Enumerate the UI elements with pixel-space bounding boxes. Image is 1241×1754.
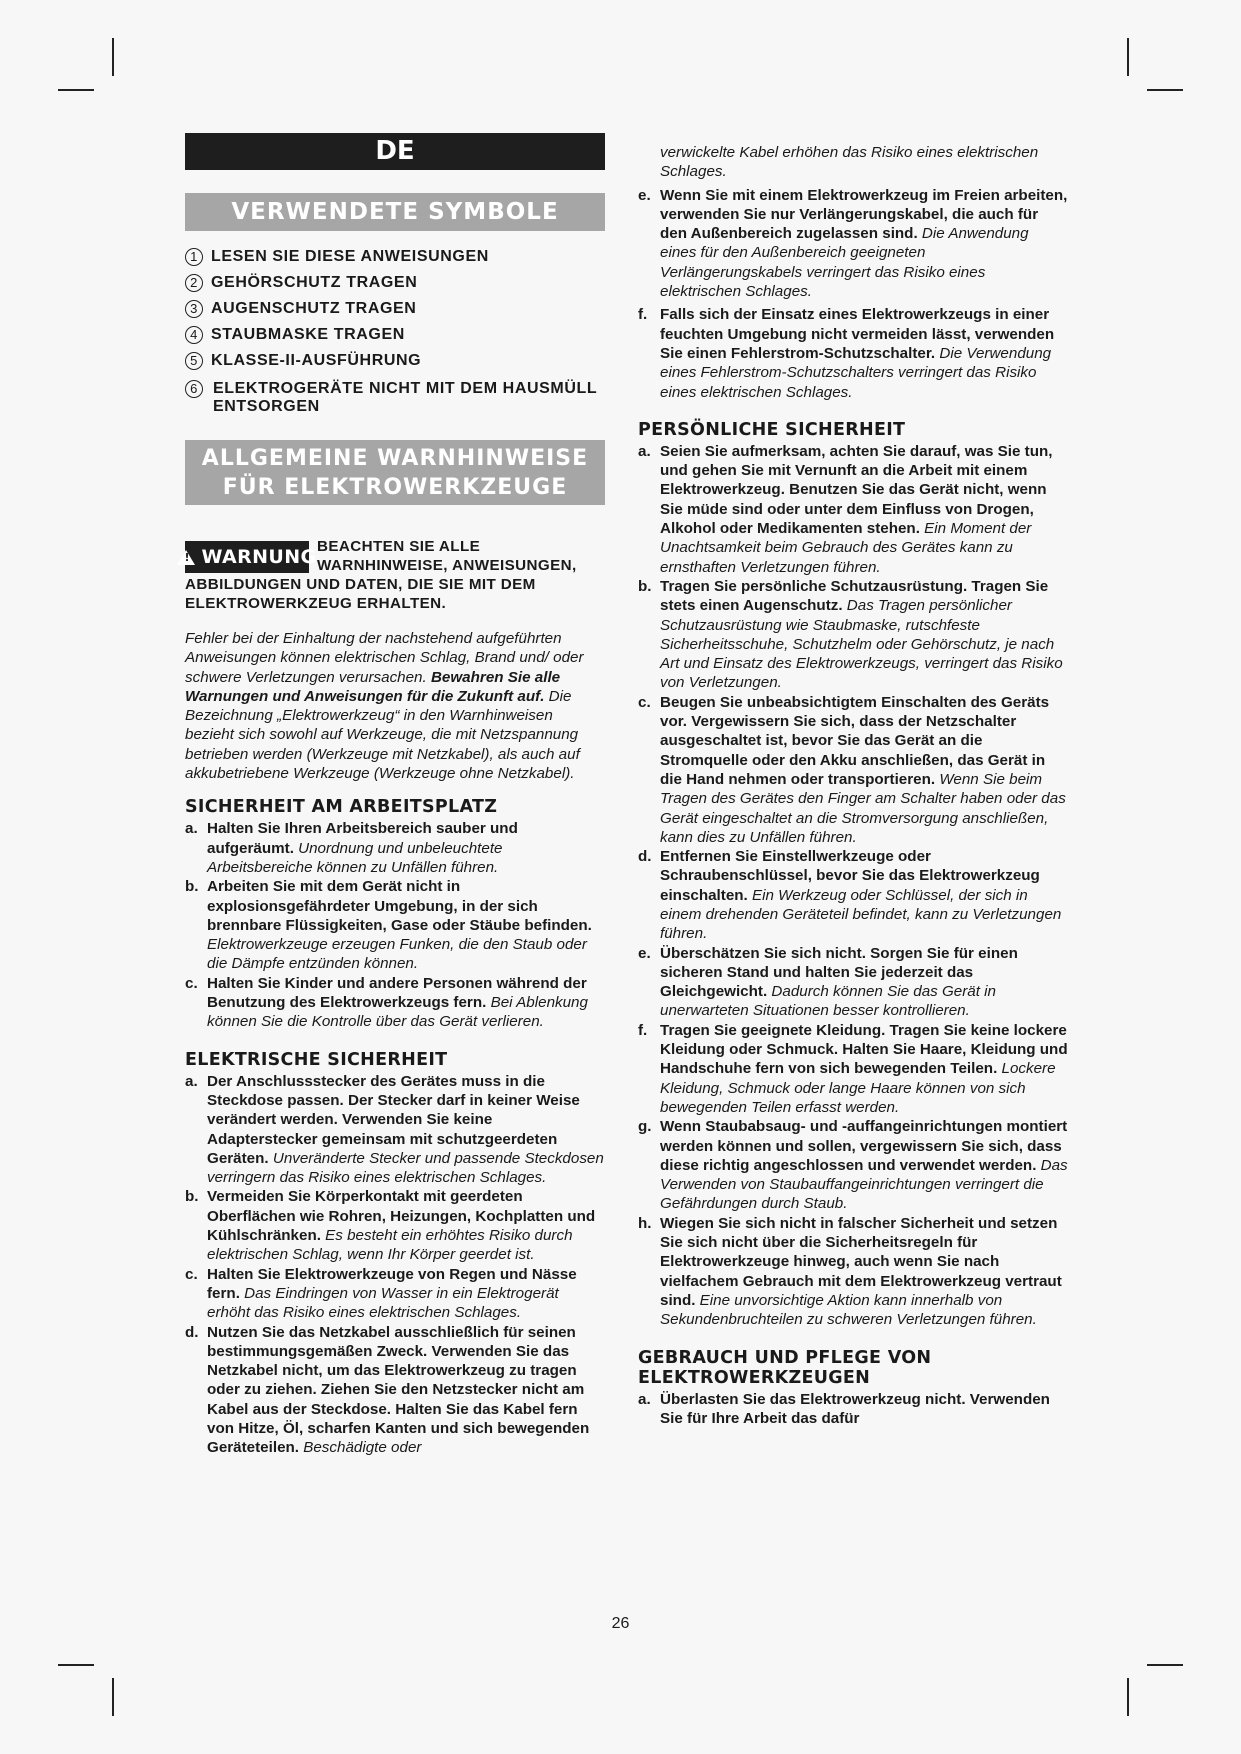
crop-mark <box>1127 1678 1129 1716</box>
language-tag: DE <box>185 133 605 170</box>
list-item: b. Vermeiden Sie Körperkontakt mit geerdeten Oberflächen wie Rohren, Heizungen, Kochplatten und Kühlschränken. Es besteht ein erhöhtes Risiko durch elektrischen Schlag, wenn Ihr Körper geerdet ist. <box>185 1188 596 1264</box>
section-title: PERSÖNLICHE SICHERHEIT <box>638 419 906 440</box>
symbols-list <box>185 248 605 416</box>
circled-number: 1 <box>185 248 203 266</box>
intro-paragraph: Fehler bei der Einhaltung der nachstehend aufgeführten Anweisungen können elektrischen Schlag, Brand und/ oder schwere Verletzungen verursachen. Bewahren Sie alle Warnungen und Anweisungen für die Zukunft auf. Die Bezeichnung „Elektrowerkzeug“ in den Warnhinweisen bezieht sich sowohl auf Werkzeuge, die mit Netzspannung betrieben werden (Werkzeuge mit Netzkabel), als auch auf akkubetriebene Werkzeuge (Werkzeuge ohne Netzkabel). <box>185 630 584 783</box>
list-item: d. Nutzen Sie das Netzkabel ausschließlich für seinen bestimmungsgemäßen Zweck. Verwenden Sie das Netzkabel nicht, um das Elektrowerkzeug zu tragen oder zu ziehen. Ziehen Sie den Netzstecker nicht am Kabel aus der Steckdose. Halten Sie das Kabel fern von Hitze, Öl, scharfen Kanten und sich bewegenden Geräteteilen. Beschädigte oder <box>185 1323 590 1457</box>
warning-text: BEACHTEN SIE ALLE WARNHINWEISE, ANWEISUNGEN, ABBILDUNGEN UND DATEN, DIE SIE MIT DEM ELEKTROWERKZEUG ERHALTEN. <box>185 538 577 612</box>
circled-number: 5 <box>185 352 203 370</box>
list-item: b. Tragen Sie persönliche Schutzausrüstung. Tragen Sie stets einen Augenschutz. Das Tragen persönlicher Schutzausrüstung wie Staubmaske, rutschfeste Sicherheitsschuhe, Schutzhelm oder Gehörschutz, je nach Art und Einsatz des Elektrowerkzeugs, verringert das Risiko von Verletzungen. <box>638 577 1063 692</box>
right-column <box>638 143 1068 1428</box>
circled-number: 4 <box>185 326 203 344</box>
list-item: a. Seien Sie aufmerksam, achten Sie darauf, was Sie tun, und gehen Sie mit Vernunft an die Arbeit mit einem Elektrowerkzeug. Benutzen Sie das Gerät nicht, wenn Sie müde sind oder unter dem Einfluss von Drogen, Alkohol oder Medikamenten stehen. Ein Moment der Unachtsamkeit beim Gebrauch des Gerätes kann zu ernsthaften Verletzungen führen. <box>638 442 1053 576</box>
crop-mark <box>1127 38 1129 76</box>
symbol-item: 4 STAUBMASKE TRAGEN <box>185 326 605 344</box>
warning-triangle-icon: ! <box>177 550 195 565</box>
warning-block <box>185 537 605 613</box>
list-item: a. Der Anschlussstecker des Gerätes muss in die Steckdose passen. Der Stecker darf in keiner Weise verändert werden. Verwenden Sie keine Adapterstecker gemeinsam mit schutzgeerdeten Geräten. Unveränderte Stecker und passende Steckdosen verringern das Risiko eines elektrischen Schlages. <box>185 1072 604 1187</box>
symbols-header: VERWENDETE SYMBOLE <box>185 193 605 231</box>
crop-mark <box>1147 89 1183 91</box>
crop-mark <box>58 89 94 91</box>
warning-badge: ! WARNUNG <box>185 541 309 573</box>
crop-mark <box>112 1678 114 1716</box>
list-item: h. Wiegen Sie sich nicht in falscher Sicherheit und setzen Sie sich nicht über die Sicherheitsregeln für Elektrowerkzeuge hinweg, auch wenn Sie nach vielfachem Gebrauch mit dem Elektrowerkzeug vertraut sind. Eine unvorsichtige Aktion kann innerhalb von Sekundenbruchteilen zu schweren Verletzungen führen. <box>638 1214 1062 1329</box>
crop-mark <box>112 38 114 76</box>
symbol-item: 3 AUGENSCHUTZ TRAGEN <box>185 300 605 318</box>
list-item: f. Falls sich der Einsatz eines Elektrowerkzeugs in einer feuchten Umgebung nicht vermeiden lässt, verwenden Sie einen Fehlerstrom-Schutzschalter. Die Verwendung eines Fehlerstrom-Schutzschalters verringert das Risiko eines elektrischen Schlages. <box>638 306 1055 401</box>
list-item: a. Halten Sie Ihren Arbeitsbereich sauber und aufgeräumt. Unordnung und unbeleuchtete Arbeitsbereiche können zu Unfällen führen. <box>185 820 518 876</box>
section-title: SICHERHEIT AM ARBEITSPLATZ <box>185 797 498 818</box>
symbol-item: 5 KLASSE-II-AUSFÜHRUNG <box>185 352 605 370</box>
symbol-item: 6 ELEKTROGERÄTE NICHT MIT DEM HAUSMÜLL ENTSORGEN <box>185 380 605 416</box>
symbol-item: 1 LESEN SIE DIESE ANWEISUNGEN <box>185 248 605 266</box>
list-item: e. Überschätzen Sie sich nicht. Sorgen Sie für einen sicheren Stand und halten Sie jederzeit das Gleichgewicht. Dadurch können Sie das Gerät in unerwarteten Situationen besser kontrollieren. <box>638 944 1018 1020</box>
list-item: c. Beugen Sie unbeabsichtigtem Einschalten des Geräts vor. Vergewissern Sie sich, dass der Netzschalter ausgeschaltet ist, bevor Sie das Gerät an die Stromquelle oder den Akku anschließen, das Gerät in die Hand nehmen oder transportieren. Wenn Sie beim Tragen des Gerätes den Finger am Schalter haben oder das Gerät eingeschaltet an die Stromversorgung anschließen, kann dies zu Unfällen führen. <box>638 693 1066 846</box>
list-item: e. Wenn Sie mit einem Elektrowerkzeug im Freien arbeiten, verwenden Sie nur Verlängerungskabel, die auch für den Außenbereich zugelassen sind. Die Anwendung eines für den Außenbereich geeigneten Verlängerungskabels verringert das Risiko eines elektrischen Schlages. <box>638 186 1068 301</box>
section-title: GEBRAUCH UND PFLEGE VON ELEKTROWERKZEUGEN <box>638 1347 932 1388</box>
continued-text: verwickelte Kabel erhöhen das Risiko eines elektrischen Schlages. <box>660 144 1039 181</box>
left-column <box>185 133 605 1458</box>
circled-number: 3 <box>185 300 203 318</box>
list-item: g. Wenn Staubabsaug- und -auffangeinrichtungen montiert werden können und sollen, vergewissern Sie sich, dass diese richtig angeschlossen und verwendet werden. Das Verwenden von Staubauffangeinrichtungen verringert die Gefährdungen durch Staub. <box>638 1118 1068 1213</box>
circled-number: 2 <box>185 274 203 292</box>
warnings-header: ALLGEMEINE WARNHINWEISE FÜR ELEKTROWERKZEUGE <box>185 440 605 505</box>
list-item: c. Halten Sie Elektrowerkzeuge von Regen und Nässe fern. Das Eindringen von Wasser in ein Elektrogerät erhöht das Risiko eines elektrischen Schlages. <box>185 1265 577 1322</box>
list-item: d. Entfernen Sie Einstellwerkzeuge oder Schraubenschlüssel, bevor Sie das Elektrowerkzeug einschalten. Ein Werkzeug oder Schlüssel, der sich in einem drehenden Geräteteil befindet, kann zu Verletzungen führen. <box>638 848 1062 943</box>
crop-mark <box>1147 1664 1183 1666</box>
list-item: b. Arbeiten Sie mit dem Gerät nicht in explosionsgefährdeter Umgebung, in der sich brennbare Flüssigkeiten, Gase oder Stäube befinden. Elektrowerkzeuge erzeugen Funken, die den Staub oder die Dämpfe entzünden können. <box>185 878 592 973</box>
page-number: 26 <box>611 1615 630 1632</box>
circled-number: 6 <box>185 380 203 398</box>
list-item: a. Überlasten Sie das Elektrowerkzeug nicht. Verwenden Sie für Ihre Arbeit das dafür <box>638 1390 1050 1427</box>
crop-mark <box>58 1664 94 1666</box>
list-item: f. Tragen Sie geeignete Kleidung. Tragen Sie keine lockere Kleidung oder Schmuck. Halten Sie Haare, Kleidung und Handschuhe fern von sich bewegenden Teilen. Lockere Kleidung, Schmuck oder lange Haare können von sich bewegenden Teilen erfasst werden. <box>638 1021 1068 1116</box>
list-item: c. Halten Sie Kinder und andere Personen während der Benutzung des Elektrowerkzeugs fern. Bei Ablenkung können Sie die Kontrolle über das Gerät verlieren. <box>185 974 588 1031</box>
section-title: ELEKTRISCHE SICHERHEIT <box>185 1049 448 1070</box>
symbol-item: 2 GEHÖRSCHUTZ TRAGEN <box>185 274 605 292</box>
